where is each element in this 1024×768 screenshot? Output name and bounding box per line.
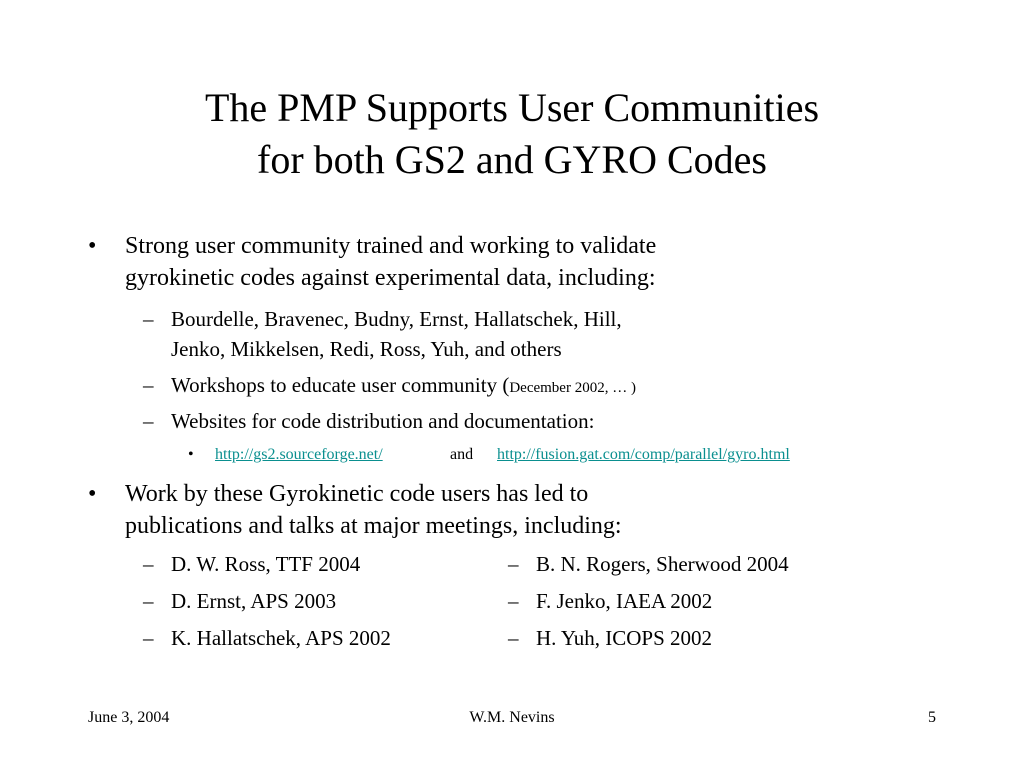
footer-author: W.M. Nevins [469,709,555,726]
slide-title [0,82,1024,186]
sub2-small: December 2002, … ) [509,380,636,396]
bullet-marker: • [88,481,97,507]
dash-marker: – [143,552,154,576]
and-text: and [450,446,474,463]
dash-marker: – [143,307,154,331]
sub2-main: Workshops to educate user community ( [171,373,510,397]
bullet1-line-1: Strong user community trained and working to validate [125,233,657,259]
dash-marker: – [143,589,154,613]
talk-jenko: F. Jenko, IAEA 2002 [536,589,713,613]
sub2-text [171,370,636,403]
footer-date: June 3, 2004 [88,709,170,726]
dash-marker: – [508,626,519,650]
sub1-line-1: Bourdelle, Bravenec, Budny, Ernst, Hallatschek, Hill, [171,307,622,331]
bullet1-line-2: gyrokinetic codes against experimental data, including: [125,265,656,291]
bullet2-line-1: Work by these Gyrokinetic code users has led to [125,481,589,507]
sub3-text: Websites for code distribution and documentation: [171,409,595,433]
dash-marker: – [143,626,154,650]
talk-yuh: H. Yuh, ICOPS 2002 [536,626,712,650]
bullet2-line-2: publications and talks at major meetings, including: [125,513,622,539]
title-line-2: for both GS2 and GYRO Codes [257,137,767,182]
footer-page-number: 5 [928,709,936,726]
talk-ernst: D. Ernst, APS 2003 [171,589,337,613]
dash-marker: – [143,373,154,397]
bullet-marker: • [88,233,97,259]
talk-rogers: B. N. Rogers, Sherwood 2004 [536,552,789,576]
gyro-link[interactable]: http://fusion.gat.com/comp/parallel/gyro.html [497,446,790,463]
small-bullet-marker: • [188,446,194,463]
sub1-line-2: Jenko, Mikkelsen, Redi, Ross, Yuh, and others [171,337,562,361]
dash-marker: – [143,409,154,433]
dash-marker: – [508,552,519,576]
talk-ross: D. W. Ross, TTF 2004 [171,552,361,576]
title-line-1: The PMP Supports User Communities [204,85,820,130]
dash-marker: – [508,589,519,613]
gs2-link[interactable]: http://gs2.sourceforge.net/ [215,446,383,463]
talk-hallatschek: K. Hallatschek, APS 2002 [171,626,391,650]
